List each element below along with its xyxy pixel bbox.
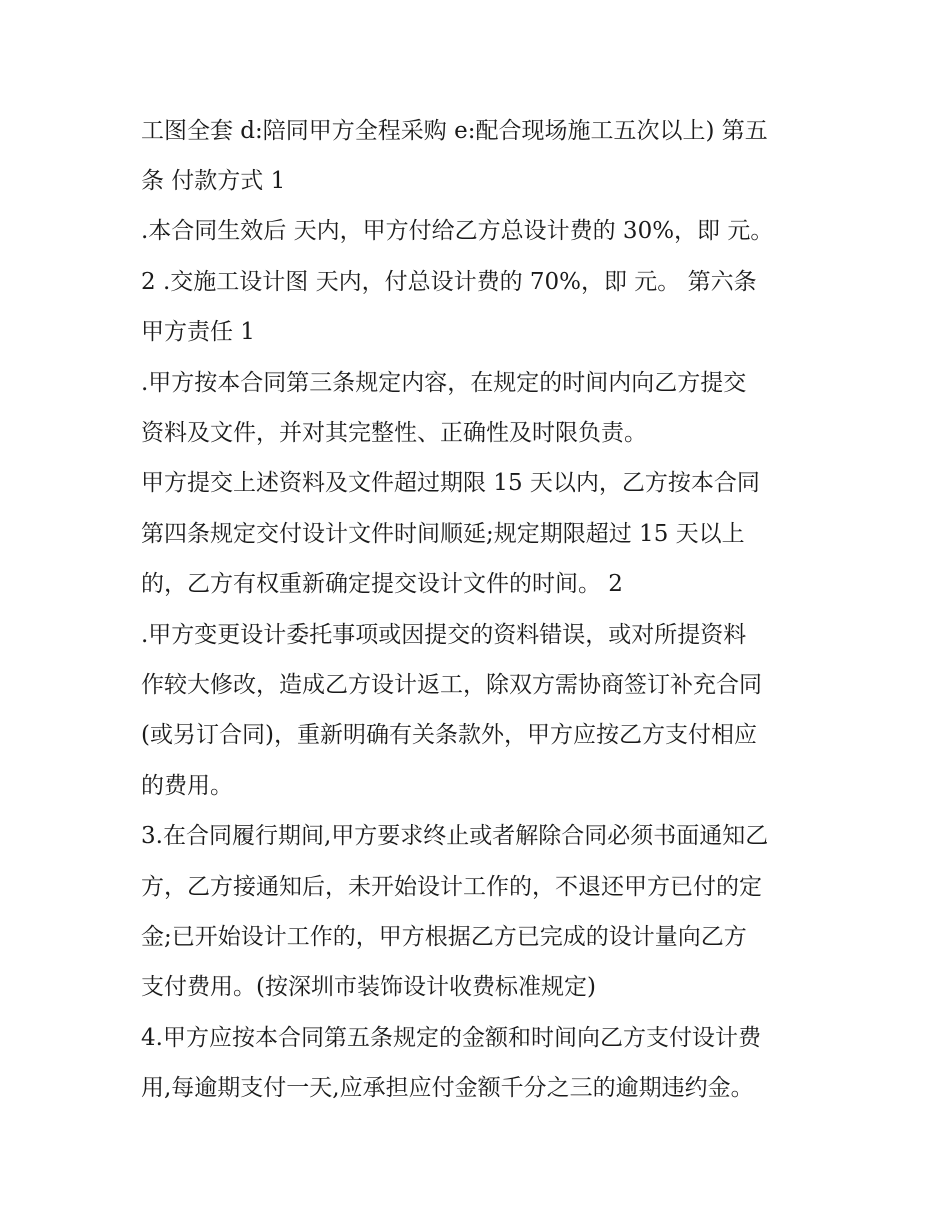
text-line: 条 付款方式 1: [141, 168, 286, 194]
text-line: 甲方提交上述资料及文件超过期限 15 天以内，乙方按本合同: [141, 470, 760, 496]
text-line: 甲方责任 1: [141, 319, 255, 345]
text-line: 2 .交施工设计图 天内，付总设计费的 70%，即 元。 第六条: [141, 269, 757, 295]
text-line: 的费用。: [141, 773, 233, 799]
text-line: 3.在合同履行期间,甲方要求终止或者解除合同必须书面通知乙: [141, 823, 769, 849]
text-line: 工图全套 d:陪同甲方全程采购 e:配合现场施工五次以上) 第五: [141, 118, 768, 144]
text-line: 4.甲方应按本合同第五条规定的金额和时间向乙方支付设计费: [141, 1025, 761, 1051]
text-line: (或另订合同)，重新明确有关条款外，甲方应按乙方支付相应: [141, 722, 757, 748]
text-line: 用,每逾期支付一天,应承担应付金额千分之三的逾期违约金。: [141, 1075, 754, 1101]
text-line: .甲方按本合同第三条规定内容，在规定的时间内向乙方提交: [141, 370, 747, 396]
text-line: 支付费用。(按深圳市装饰设计收费标准规定): [141, 974, 596, 1000]
text-line: 资料及文件，并对其完整性、正确性及时限负责。: [141, 420, 647, 446]
text-line: 第四条规定交付设计文件时间顺延;规定期限超过 15 天以上: [141, 521, 745, 547]
text-line: .本合同生效后 天内，甲方付给乙方总设计费的 30%，即 元。: [141, 218, 774, 244]
text-line: 金;已开始设计工作的，甲方根据乙方已完成的设计量向乙方: [141, 924, 747, 950]
text-line: 方，乙方接通知后，未开始设计工作的，不退还甲方已付的定: [141, 874, 762, 900]
text-line: 的，乙方有权重新确定提交设计文件的时间。 2: [141, 571, 623, 597]
text-line: .甲方变更设计委托事项或因提交的资料错误，或对所提资料: [141, 622, 747, 648]
text-line: 作较大修改，造成乙方设计返工，除双方需协商签订补充合同: [141, 672, 762, 698]
